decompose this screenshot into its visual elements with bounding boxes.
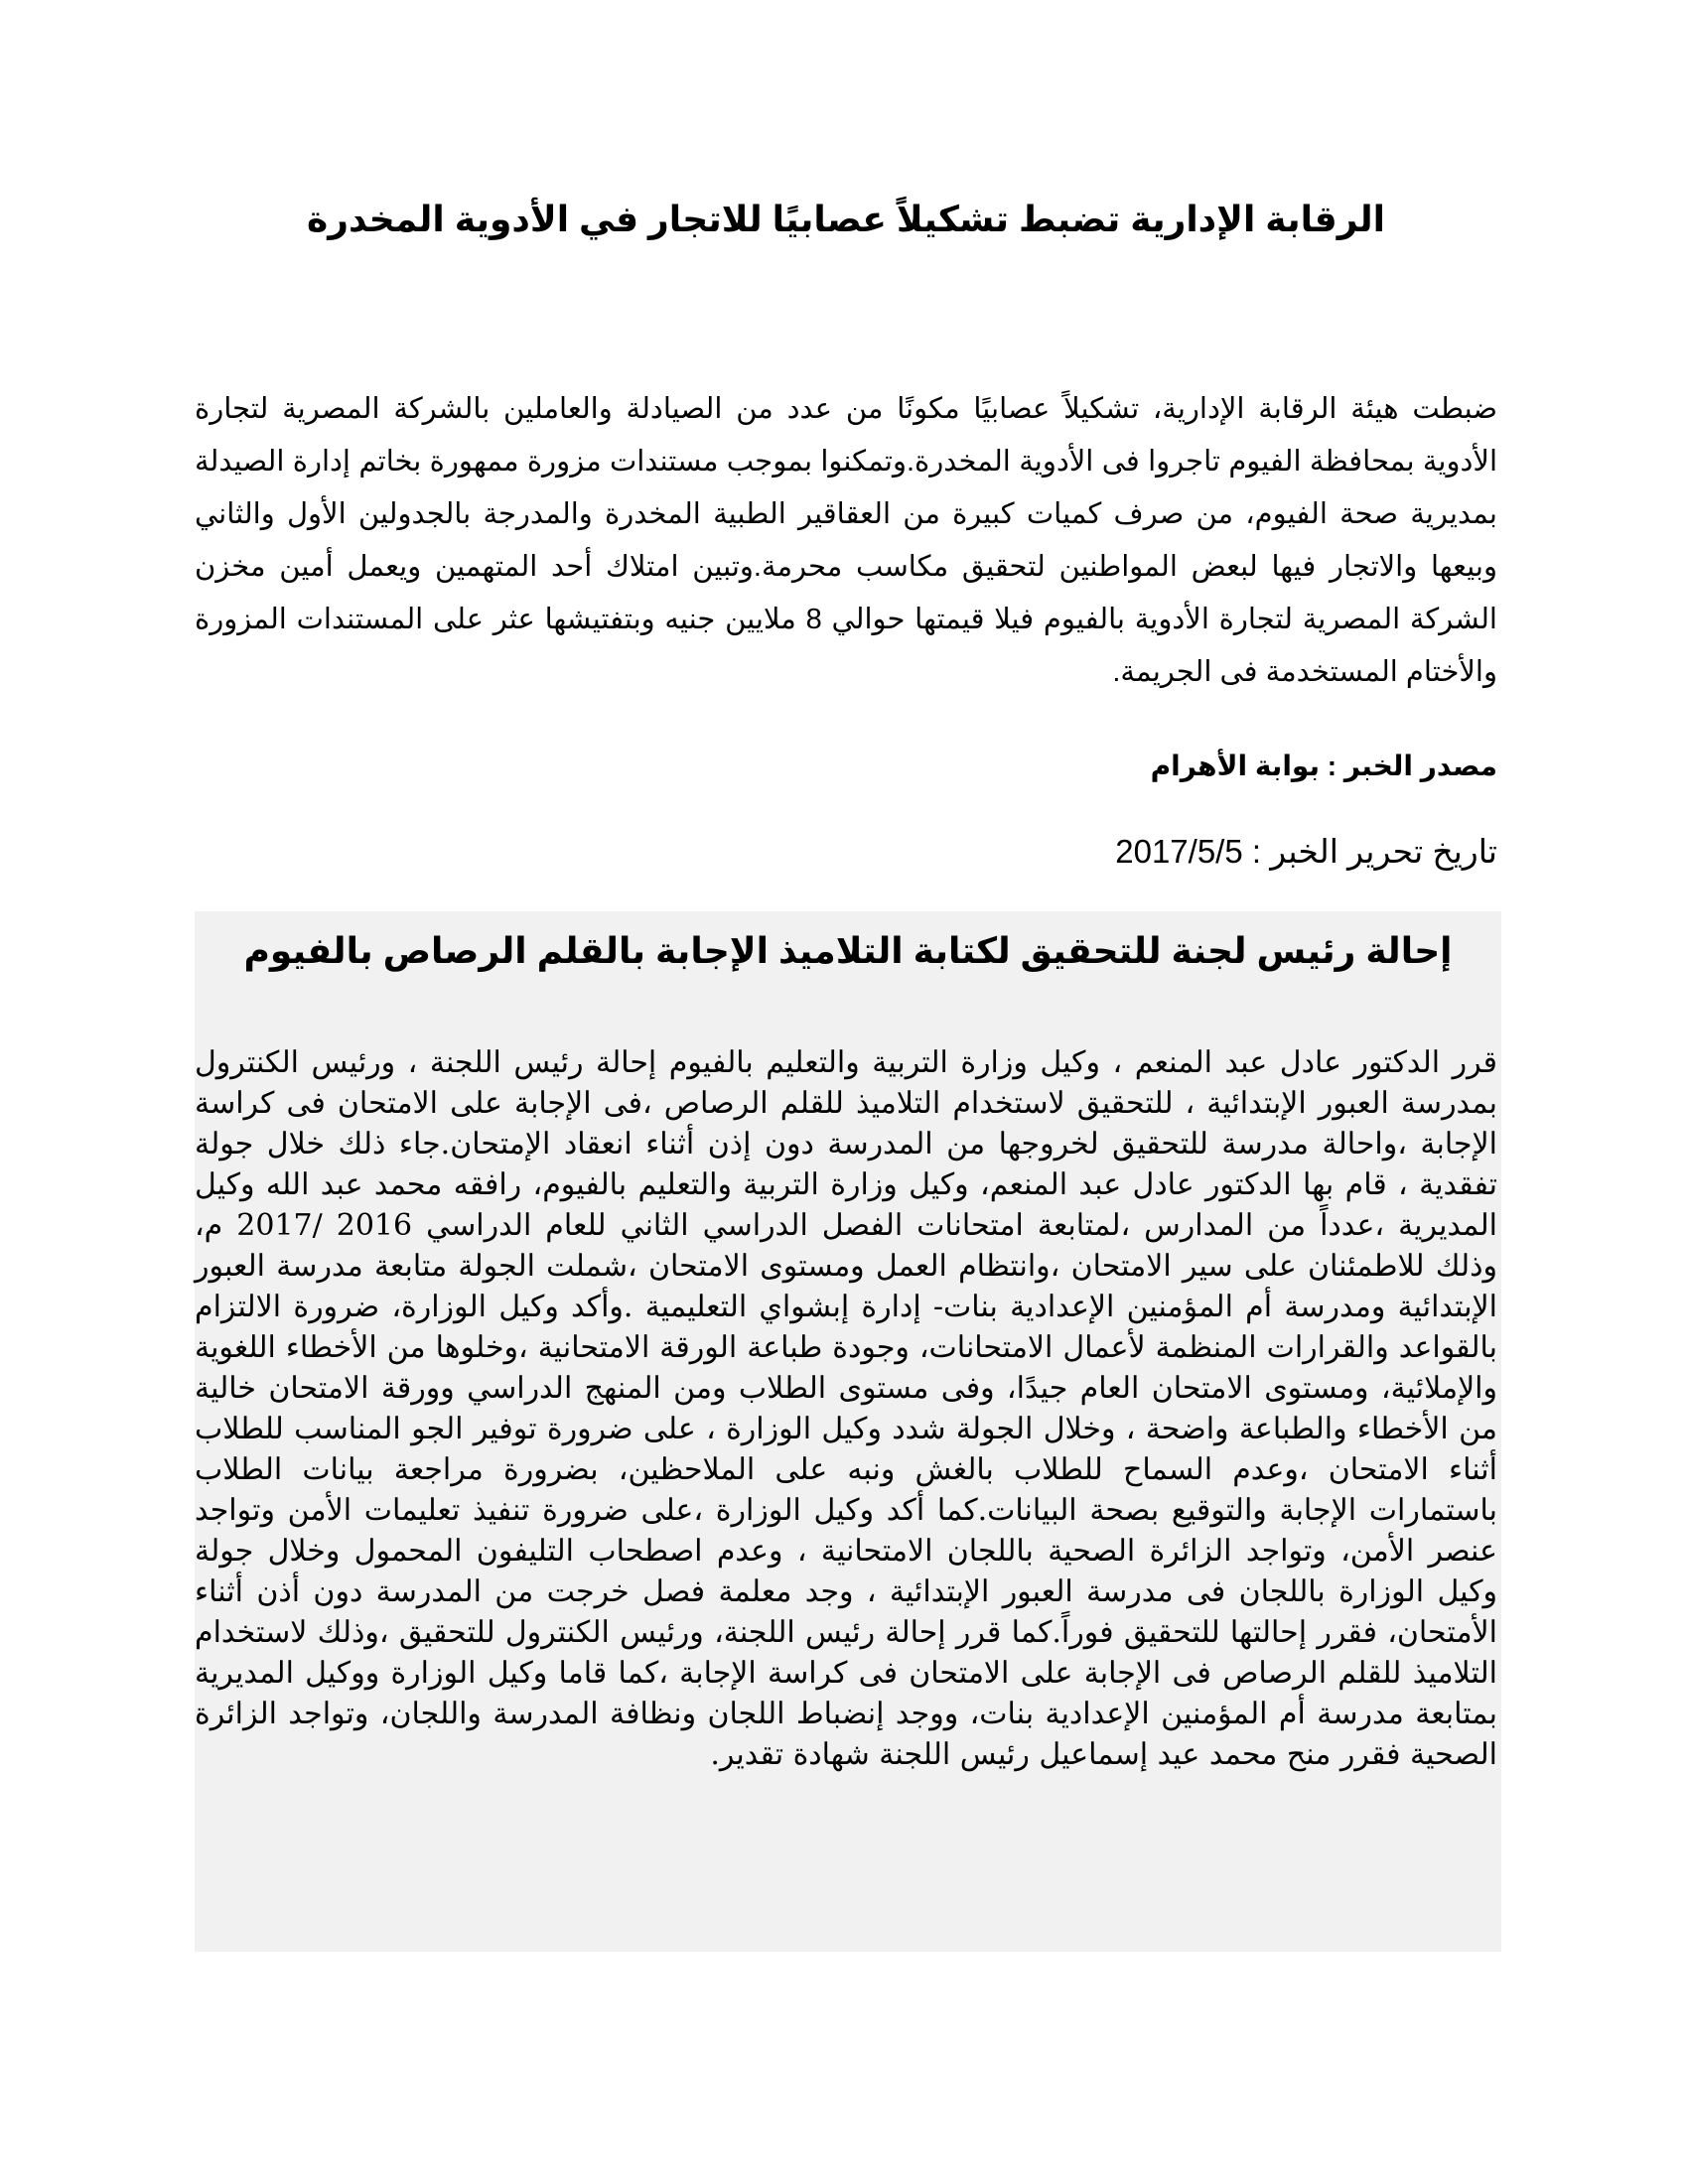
article-2-section: [195, 911, 1501, 1952]
article-1-body: ضبطت هيئة الرقابة الإدارية، تشكيلاً عصابيًا مكونًا من عدد من الصيادلة والعاملين بالشركة المصرية لتجارة الأدوية بمحافظة الفيوم تاجروا فى الأدوية المخدرة.وتمكنوا بموجب مستندات مزورة ممهورة بخاتم إدارة الصيدلة بمديرية صحة الفيوم، من صرف كميات كبيرة من العقاقير الطبية المخدرة والمدرجة بالجدولين الأول والثاني وبيعها والاتجار فيها لبعض المواطنين لتحقيق مكاسب محرمة.وتبين امتلاك أحد المتهمين ويعمل أمين مخزن الشركة المصرية لتجارة الأدوية بالفيوم فيلا قيمتها حوالي 8 ملايين جنيه وبتفتيشها عثر على المستندات المزورة والأختام المستخدمة فى الجريمة.: [195, 393, 1497, 688]
article-1-source: مصدر الخبر : بوابة الأهرام: [1150, 751, 1497, 781]
article-1-date: تاريخ تحرير الخبر : 2017/5/5: [1115, 833, 1497, 870]
article-1-title: الرقابة الإدارية تضبط تشكيلاً عصابيًا للاتجار في الأدوية المخدرة: [306, 199, 1385, 239]
article-2-body: قرر الدكتور عادل عبد المنعم ، وكيل وزارة التربية والتعليم بالفيوم إحالة رئيس اللجنة ، ورئيس الكنترول بمدرسة العبور الإبتدائية ، للتحقيق لاستخدام التلاميذ للقلم الرصاص ،فى الإجابة على الامتحان فى كراسة الإجابة ،واحالة مدرسة للتحقيق لخروجها من المدرسة دون إذن أثناء انعقاد الإمتحان.جاء ذلك خلال جولة تفقدية ، قام بها الدكتور عادل عبد المنعم، وكيل وزارة التربية والتعليم بالفيوم، رافقه محمد عبد الله وكيل المديرية ،عدداً من المدارس ،لمتابعة امتحانات الفصل الدراسي الثاني للعام الدراسي 2016 /2017 م، وذلك للاطمئنان على سير الامتحان ،وانتظام العمل ومستوى الامتحان ،شملت الجولة متابعة مدرسة العبور الإبتدائية ومدرسة أم المؤمنين الإعدادية بنات- إدارة إبشواي التعليمية .وأكد وكيل الوزارة، ضرورة الالتزام بالقواعد والقرارات المنظمة لأعمال الامتحانات، وجودة طباعة الورقة الامتحانية ،وخلوها من الأخطاء اللغوية والإملائية، ومستوى الامتحان العام جيدًا، وفى مستوى الطلاب ومن المنهج الدراسي وورقة الامتحان خالية من الأخطاء والطباعة واضحة ، وخلال الجولة شدد وكيل الوزارة ، على ضرورة توفير الجو المناسب للطلاب أثناء الامتحان ،وعدم السماح للطلاب بالغش ونبه على الملاحظين، بضرورة مراجعة بيانات الطلاب باستمارات الإجابة والتوقيع بصحة البيانات.كما أكد وكيل الوزارة ،على ضرورة تنفيذ تعليمات الأمن وتواجد عنصر الأمن، وتواجد الزائرة الصحية باللجان الامتحانية ، وعدم اصطحاب التليفون المحمول وخلال جولة وكيل الوزارة باللجان فى مدرسة العبور الإبتدائية ، وجد معلمة فصل خرجت من المدرسة دون أذن أثناء الأمتحان، فقرر إحالتها للتحقيق فوراً.كما قرر إحالة رئيس اللجنة، ورئيس الكنترول للتحقيق ،وذلك لاستخدام التلاميذ للقلم الرصاص فى الإجابة على الامتحان فى كراسة الإجابة ،كما قاما وكيل الوزارة ووكيل المديرية بمتابعة مدرسة أم المؤمنين الإعدادية بنات، ووجد إنضباط اللجان ونظافة المدرسة واللجان، وتواجد الزائرة الصحية فقرر منح محمد عيد إسماعيل رئيس اللجنة شهادة تقدير.: [195, 1045, 1497, 1772]
article-2-title: إحالة رئيس لجنة للتحقيق لكتابة التلاميذ الإجابة بالقلم الرصاص بالفيوم: [243, 930, 1453, 971]
